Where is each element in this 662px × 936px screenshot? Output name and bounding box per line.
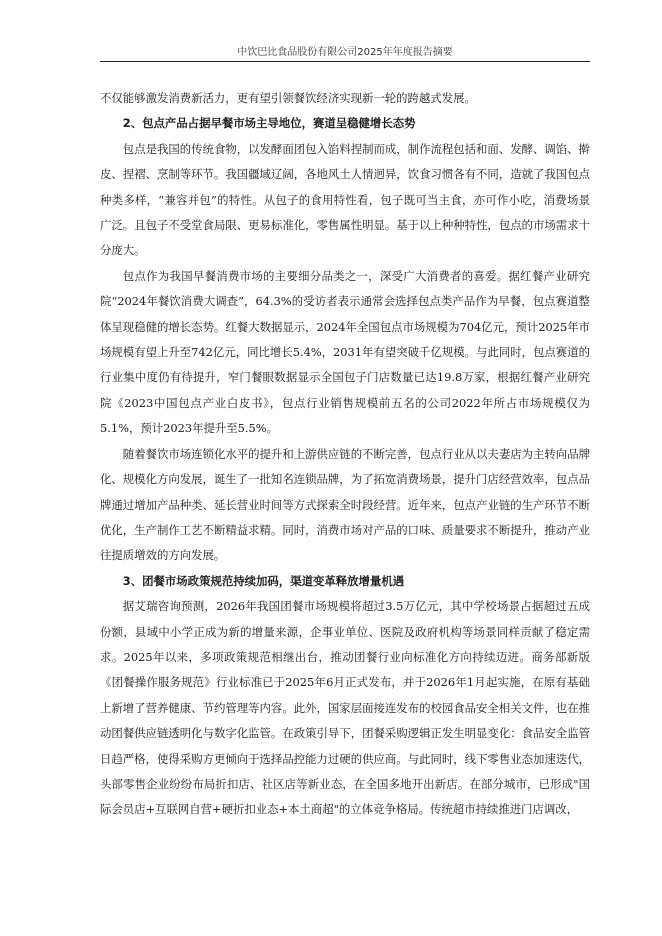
- intro-continuation-paragraph: 不仅能够激发消费新活力，更有望引领餐饮经济实现新一轮的跨越式发展。: [100, 91, 476, 105]
- section-2-heading: 2、包点产品占据早餐市场主导地位，赛道呈稳健增长态势: [122, 116, 416, 131]
- section-3-heading: 3、团餐市场政策规范持续加码，渠道变革释放增量机遇: [122, 573, 405, 588]
- section-2-paragraph-3: 随着餐饮市场连锁化水平的提升和上游供应链的不断完善，包点行业从以夫妻店为主转向品牌化、规模化方向发展，诞生了一批知名连锁品牌，为了拓宽消费场景，提升门店经营效率，包点品牌通过增加产品种类、延长营业时间等方式探索全时段经营。近年来，包点产业链的生产环节不断优化，生产制作工艺不断精益求精。同时，消费市场对产品的口味、质量要求不断提升，推动产业往提质增效的方向发展。: [100, 446, 590, 563]
- header-divider: [100, 61, 590, 62]
- section-2-paragraph-2: 包点作为我国早餐消费市场的主要细分品类之一，深受广大消费者的喜爱。据红餐产业研究院“2024年餐饮消费大调查”，64.3%的受访者表示通常会选择包点类产品作为早餐，包点赛道整体呈现稳健的增长态势。红餐大数据显示，2024年全国包点市场规模为704亿元，预计2025年市场规模有望上升至742亿元，同比增长5.4%，2031年有望突破千亿规模。与此同时，包点赛道的行业集中度仍有待提升，窄门餐眼数据显示全国包子门店数量已达19.8万家，根据红餐产业研究院《2023中国包点产业白皮书》，包点行业销售规模前五名的公司2022年所占市场规模仅为5.1%，预计2023年提升至5.5%。: [100, 268, 590, 436]
- section-3-paragraph-1: 据艾瑞咨询预测，2026年我国团餐市场规模将超过3.5万亿元，其中学校场景占据超过五成份额，县域中小学正成为新的增量来源，企事业单位、医院及政府机构等场景同样贡献了稳定需求。2025年以来，多项政策规范相继出台，推动团餐行业向标准化方向持续迈进。商务部新版《团餐操作服务规范》行业标准已于2025年6月正式发布，并于2026年1月起实施，在原有基础上新增了营养健康、节约管理等内容。此外，国家层面接连发布的校园食品安全相关文件，也在推动团餐供应链透明化与数字化监管。在政策引导下，团餐采购逻辑正发生明显变化：食品安全监管日趋严格，使得采购方更倾向于选择品控能力过硬的供应商。与此同时，线下零售业态加速迭代，头部零售企业纷纷布局折扣店、社区店等新业态，在全国多地开出新店。在部分城市，已形成"国际会员店+互联网自营+硬折扣业态+本土商超"的立体竞争格局。传统超市持续推进门店调改，: [100, 599, 590, 817]
- page-header-title: 中饮巴比食品股份有限公司2025年年度报告摘要: [237, 47, 453, 58]
- section-2-paragraph-1: 包点是我国的传统食物，以发酵面团包入馅料捏制而成，制作流程包括和面、发酵、调馅、擀皮、捏褶、烹制等环节。我国疆域辽阔，各地风土人情迥异，饮食习惯各有不同，造就了我国包点种类多样，“兼容并包”的特性。从包子的食用特性看，包子既可当主食，亦可作小吃，消费场景广泛。且包子不受堂食局限、更易标准化，零售属性明显。基于以上种种特性，包点的市场需求十分庞大。: [100, 141, 590, 258]
- document-body: [100, 86, 590, 823]
